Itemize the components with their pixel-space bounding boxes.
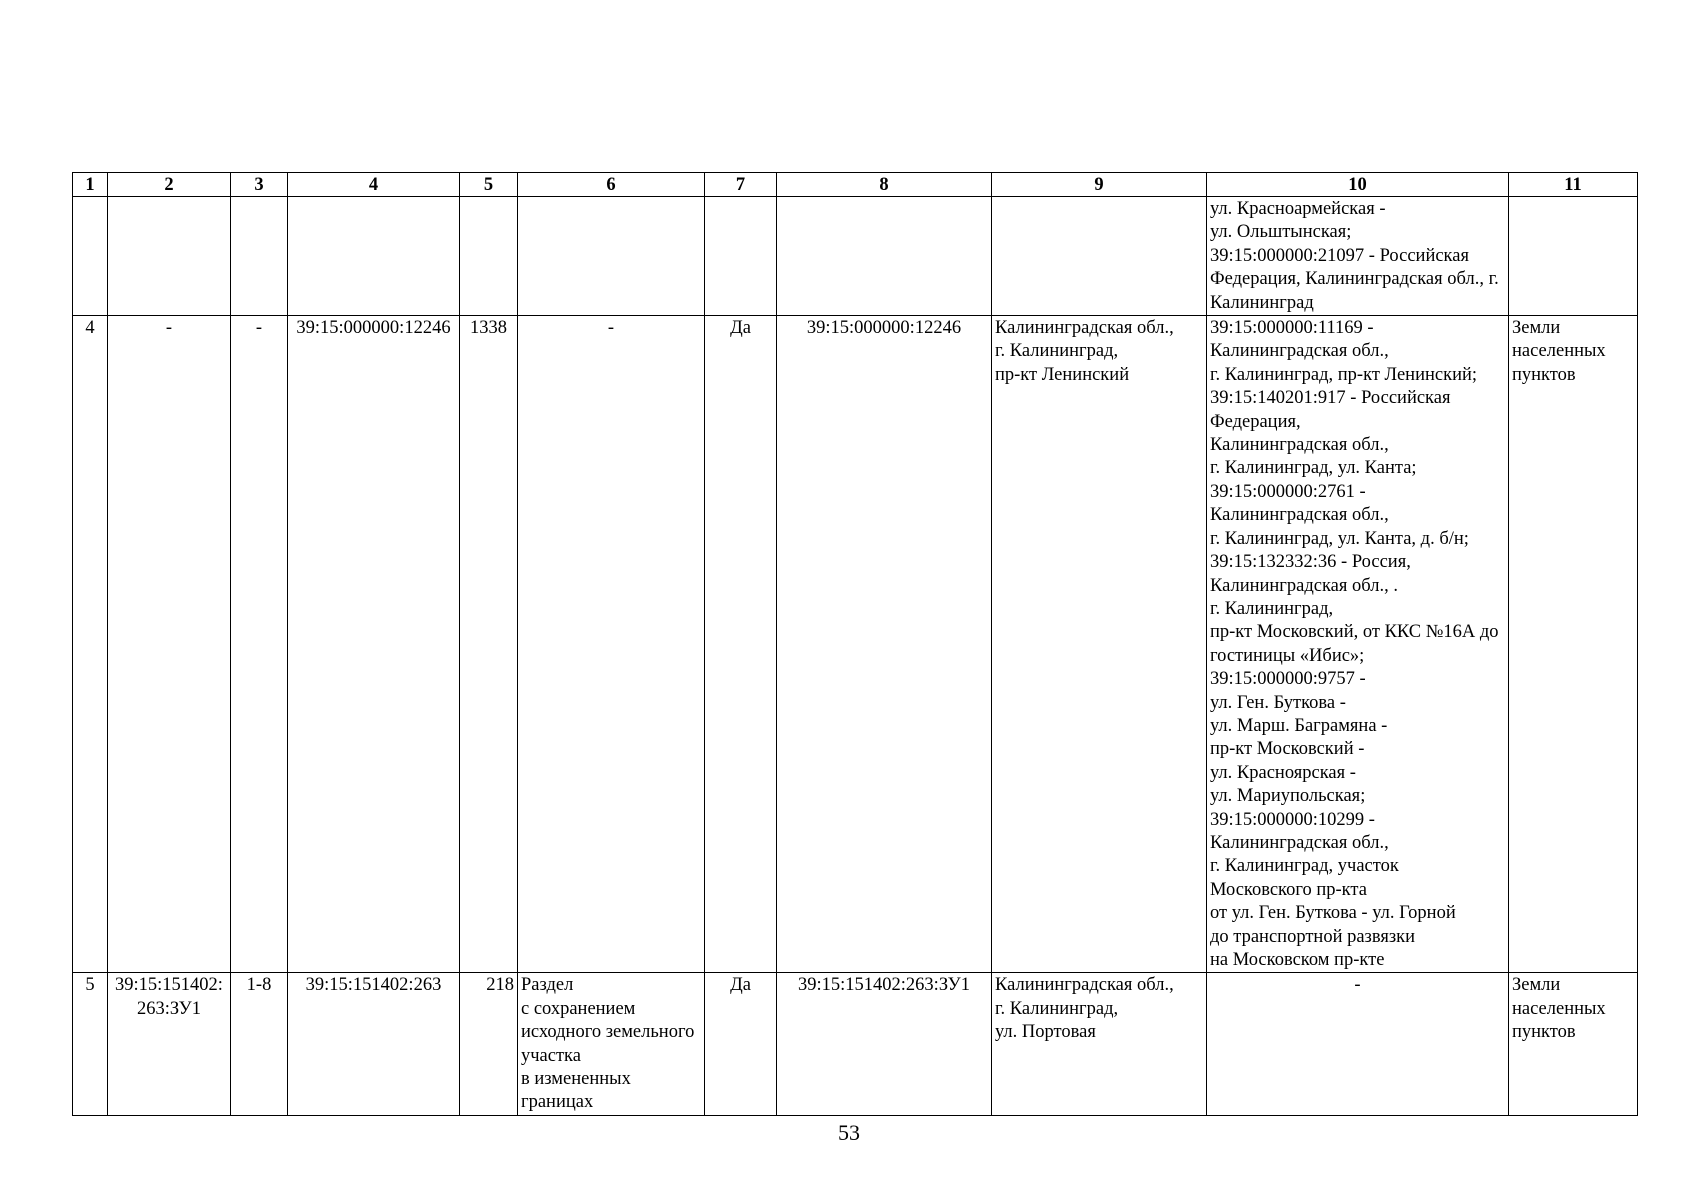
- table-cell: Да: [705, 973, 777, 1115]
- table-cell: [288, 197, 460, 316]
- table-cell: [518, 197, 705, 316]
- table-cell: 39:15:151402:263: [288, 973, 460, 1115]
- table-cell: 4: [73, 316, 108, 973]
- table-cell: 39:15:151402:263:ЗУ1: [777, 973, 992, 1115]
- column-header-11: 11: [1509, 173, 1638, 197]
- column-header-3: 3: [231, 173, 288, 197]
- table-cell: 218: [460, 973, 518, 1115]
- table-cell: -: [518, 316, 705, 973]
- table-cell: 1-8: [231, 973, 288, 1115]
- table-cell: Раздел с сохранением исходного земельного участка в измененных границах: [518, 973, 705, 1115]
- table-cell: 1338: [460, 316, 518, 973]
- table-cell: -: [231, 316, 288, 973]
- table-cell: ул. Красноармейская - ул. Ольштынская; 39:15:000000:21097 - Российская Федерация, Калининградская обл., г. Калининград: [1207, 197, 1509, 316]
- table-cell: 39:15:000000:12246: [288, 316, 460, 973]
- table-cell: -: [1207, 973, 1509, 1115]
- table-cell: 39:15:000000:12246: [777, 316, 992, 973]
- page-number: 53: [838, 1120, 860, 1145]
- table-cell: Земли населенных пунктов: [1509, 973, 1638, 1115]
- table-cell: [108, 197, 231, 316]
- table-cell: Да: [705, 316, 777, 973]
- table-cell: Калининградская обл., г. Калининград, пр-кт Ленинский: [992, 316, 1207, 973]
- table-cell: 39:15:000000:11169 - Калининградская обл., г. Калининград, пр-кт Ленинский; 39:15:140201:917 - Российская Федерация, Калининградская обл., г. Калининград, ул. Канта; 39:15:000000:2761 - Калининградская обл., г. Калининград, ул. Канта, д. б/н; 39:15:132332:36 - Россия, Калининградская обл., . г. Калининград, пр-кт Московский, от ККС №16А до гостиницы «Ибис»; 39:15:000000:9757 - ул. Ген. Буткова - ул. Марш. Баграмяна - пр-кт Московский - ул. Красноярская - ул. Мариупольская; 39:15:000000:10299 - Калининградская обл., г. Калининград, участок Московского пр-кта от ул. Ген. Буткова - ул. Горной до транспортной развязки на Московском пр-кте: [1207, 316, 1509, 973]
- table-cell: -: [108, 316, 231, 973]
- column-header-8: 8: [777, 173, 992, 197]
- table-row: [73, 316, 1638, 973]
- table-row: [73, 197, 1638, 316]
- table-cell: 39:15:151402:263:ЗУ1: [108, 973, 231, 1115]
- column-header-7: 7: [705, 173, 777, 197]
- table-cell: Земли населенных пунктов: [1509, 316, 1638, 973]
- table-cell: Калининградская обл., г. Калининград, ул. Портовая: [992, 973, 1207, 1115]
- header-row: [73, 173, 1638, 197]
- table-cell: 5: [73, 973, 108, 1115]
- table-cell: [705, 197, 777, 316]
- table-cell: [73, 197, 108, 316]
- table-cell: [992, 197, 1207, 316]
- table-cell: [777, 197, 992, 316]
- table-cell: [231, 197, 288, 316]
- column-header-4: 4: [288, 173, 460, 197]
- table-cell: [460, 197, 518, 316]
- column-header-9: 9: [992, 173, 1207, 197]
- table-row: [73, 973, 1638, 1115]
- column-header-1: 1: [73, 173, 108, 197]
- table-cell: [1509, 197, 1638, 316]
- data-table: [72, 172, 1638, 1116]
- column-header-2: 2: [108, 173, 231, 197]
- column-header-5: 5: [460, 173, 518, 197]
- column-header-10: 10: [1207, 173, 1509, 197]
- column-header-6: 6: [518, 173, 705, 197]
